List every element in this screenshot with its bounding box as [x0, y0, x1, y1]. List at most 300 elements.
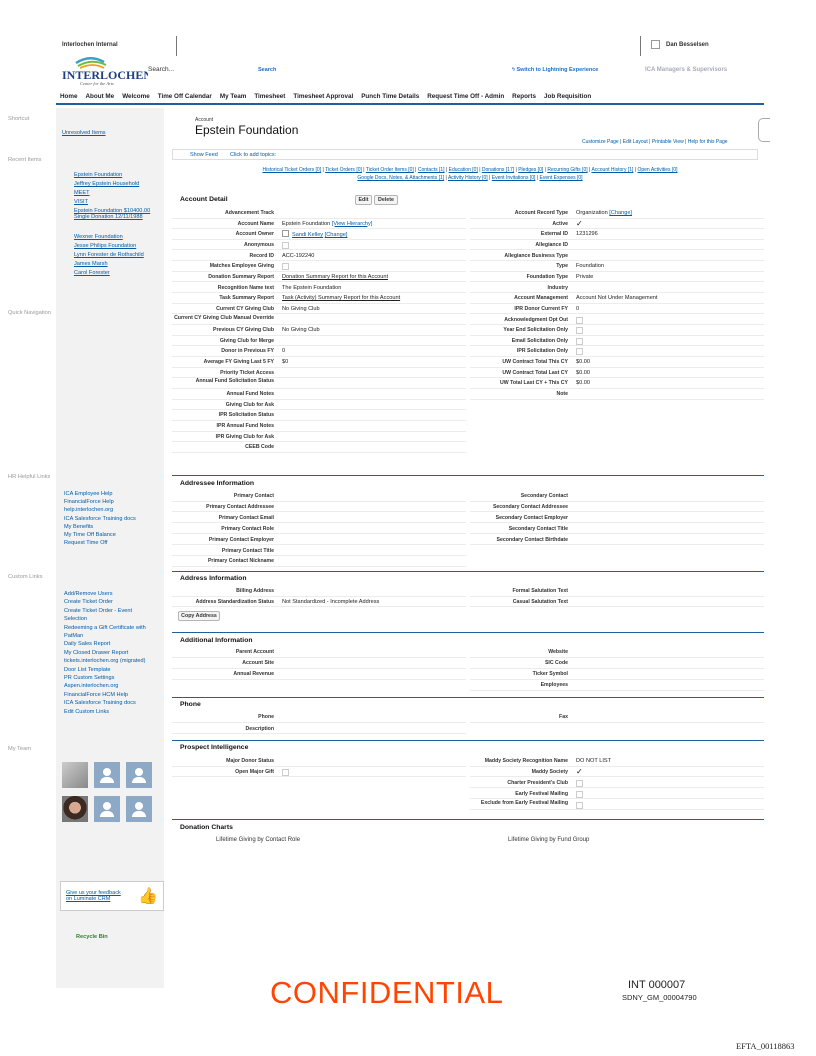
- detail-row: [172, 587, 764, 596]
- user-menu[interactable]: Dan Besselsen: [666, 42, 709, 48]
- checkbox: [576, 791, 583, 798]
- field-value-text: Not Standardized - Incomplete Address: [282, 598, 380, 605]
- page-title: Epstein Foundation: [195, 123, 299, 137]
- field-value: [576, 757, 611, 765]
- related-list-link[interactable]: Historical Ticket Orders [0]: [262, 167, 322, 173]
- recent-item[interactable]: James Marsh: [74, 261, 108, 267]
- checked-icon: ✓: [576, 766, 583, 776]
- custom-link[interactable]: tickets.interlochen.org (migrated): [64, 658, 146, 665]
- custom-link[interactable]: Edit Custom Links: [64, 708, 110, 715]
- hr-link[interactable]: Request Time Off: [64, 540, 108, 547]
- detail-row: [172, 725, 764, 734]
- lightning-icon: ϟ: [512, 67, 517, 73]
- field-label: Secondary Contact Birthdate: [496, 536, 568, 543]
- detail-row: [172, 262, 764, 271]
- row-rule: [172, 668, 466, 669]
- sidebar-section-title: My Team: [8, 746, 31, 752]
- separator: |: [361, 167, 366, 173]
- detail-row: [172, 390, 764, 399]
- separator: |: [444, 167, 449, 173]
- field-label: Allegiance Business Type: [504, 252, 568, 259]
- related-list-link[interactable]: Recurring Gifts [0]: [547, 167, 588, 173]
- detail-row: [172, 433, 764, 442]
- detail-row: [172, 779, 764, 788]
- related-list-link[interactable]: Event Expenses [0]: [539, 175, 583, 181]
- field-value-text: 0: [576, 305, 580, 312]
- row-rule: [172, 218, 466, 219]
- edit-button[interactable]: Edit: [355, 195, 372, 205]
- row-rule: [172, 776, 466, 777]
- delete-button[interactable]: Delete: [374, 195, 398, 205]
- separator: |: [633, 167, 638, 173]
- recent-item[interactable]: Epstein Foundation: [74, 172, 123, 178]
- team-member-avatar[interactable]: [94, 796, 120, 822]
- logo-mark: [60, 53, 148, 87]
- section-divider: [172, 740, 764, 741]
- field-label: Foundation Type: [526, 273, 568, 280]
- field-label: Giving Club for Merge: [219, 337, 274, 344]
- field-value: [576, 294, 657, 302]
- field-label: Email Solicitation Only: [511, 337, 568, 344]
- chart-title-fund-group: Lifetime Giving by Fund Group: [508, 837, 590, 843]
- row-rule: [470, 690, 764, 691]
- field-label: Primary Contact: [233, 493, 274, 499]
- field-value[interactable]: [282, 273, 388, 281]
- related-list-link[interactable]: Google Docs, Notes, & Attachments [1]: [357, 175, 445, 181]
- field-value: [282, 358, 288, 366]
- detail-row: [172, 411, 764, 420]
- org-name: Interlochen Internal: [62, 42, 118, 48]
- detail-row: [172, 220, 764, 229]
- field-label: Active: [552, 220, 568, 227]
- custom-link[interactable]: Redeeming a Gift Certificate with: [64, 624, 146, 631]
- section-divider: [172, 819, 764, 820]
- recent-item[interactable]: VISIT: [74, 199, 88, 205]
- sidebar-section-title: HR Helpful Links: [8, 474, 51, 480]
- team-member-avatar[interactable]: [126, 796, 152, 822]
- row-rule: [470, 668, 764, 669]
- recycle-bin-link[interactable]: Recycle Bin: [76, 934, 108, 940]
- related-links-line: [180, 166, 760, 174]
- section-title: Prospect Intelligence: [180, 744, 249, 751]
- field-label: Secondary Contact Title: [508, 525, 568, 532]
- related-list-link[interactable]: Open Activities [0]: [637, 167, 678, 173]
- field-value-text: $0.00: [576, 359, 590, 366]
- field-label: Donation Summary Report: [208, 273, 274, 280]
- field-label: Primary Contact Title: [221, 547, 274, 554]
- separator: |: [487, 175, 492, 181]
- custom-link[interactable]: Create Ticket Order: [64, 599, 113, 606]
- field-value-text: ACC-192240: [282, 252, 315, 259]
- tab-request-time-off-admin[interactable]: Request Time Off - Admin: [427, 93, 505, 100]
- row-rule: [172, 324, 466, 325]
- field-value: [576, 273, 593, 281]
- field-value-text: No Giving Club: [282, 305, 320, 312]
- app-switcher[interactable]: ICA Managers & Supervisors: [645, 67, 728, 73]
- field-label: CEEB Code: [245, 444, 274, 451]
- field-label: Maddy Society Recognition Name: [484, 758, 568, 764]
- section-divider: [172, 697, 764, 698]
- row-rule: [470, 228, 764, 229]
- row-rule: [172, 409, 466, 410]
- row-rule: [172, 766, 466, 767]
- field-value[interactable]: [282, 294, 400, 302]
- team-member-photo[interactable]: [62, 762, 88, 788]
- field-value-text: 0: [282, 348, 286, 355]
- recent-item[interactable]: Wexner Foundation: [74, 234, 123, 240]
- field-label: UW Contract Total Last CY: [502, 369, 568, 376]
- row-rule: [172, 606, 466, 607]
- hr-link[interactable]: ICA Salesforce Training docs: [64, 515, 136, 522]
- row-rule: [470, 292, 764, 293]
- field-label: Record ID: [249, 252, 274, 259]
- detail-row: [172, 670, 764, 679]
- detail-row: [172, 337, 764, 346]
- detail-row: [172, 358, 764, 367]
- search-button[interactable]: Search: [258, 67, 277, 73]
- row-rule: [470, 249, 764, 250]
- field-label: Major Donor Status: [226, 758, 274, 764]
- sidebar-section-title: Quick Navigation: [8, 310, 51, 316]
- field-value[interactable]: [282, 220, 372, 228]
- checkbox: [576, 780, 583, 787]
- recent-item[interactable]: Epstein Foundation $10400.00 Single Donation 12/11/1988: [74, 208, 151, 220]
- user-icon: [282, 230, 289, 237]
- custom-link[interactable]: FinancialForce HCM Help: [64, 691, 129, 698]
- detail-row: [172, 536, 764, 545]
- detail-row: [172, 557, 764, 566]
- field-label: Annual Fund Notes: [226, 391, 274, 398]
- shortcut-item[interactable]: Unresolved Items: [62, 130, 106, 136]
- field-label: Address Standardization Status: [195, 598, 274, 605]
- field-value-text: $0.00: [576, 369, 590, 376]
- field-label: Early Festival Mailing: [515, 790, 568, 797]
- separator: |: [413, 167, 418, 173]
- feedback-link[interactable]: Give us your feedback on Luminate CRM: [66, 890, 121, 902]
- field-value: [282, 252, 314, 260]
- checkbox: [576, 327, 583, 334]
- field-label: Account Name: [237, 220, 274, 227]
- field-label: IPR Solicitation Only: [516, 348, 568, 355]
- recent-item[interactable]: Lynn Forester de Rothschild: [74, 252, 144, 258]
- field-label: Task Summary Report: [219, 295, 274, 302]
- row-rule: [172, 271, 466, 272]
- field-label: Note: [556, 391, 568, 398]
- hr-link[interactable]: My Time Off Balance: [64, 532, 116, 538]
- custom-link[interactable]: ICA Salesforce Training docs: [64, 700, 136, 707]
- field-action-link[interactable]: [Change]: [609, 210, 632, 216]
- custom-link[interactable]: PatMan: [64, 633, 84, 639]
- page-tools-links[interactable]: Customize Page | Edit Layout | Printable View | Help for this Page: [582, 139, 728, 145]
- detail-row: [172, 209, 764, 218]
- row-rule: [172, 544, 466, 545]
- document-control-number: SDNY_GM_00004790: [622, 993, 697, 1002]
- document-id: INT 000007: [628, 979, 686, 991]
- recent-item[interactable]: Carol Forester: [74, 270, 110, 276]
- field-value: [282, 326, 320, 334]
- custom-link[interactable]: My Closed Drawer Report: [64, 649, 129, 656]
- collapse-sidebar-tab[interactable]: [758, 118, 770, 142]
- row-rule: [172, 388, 466, 389]
- detail-row: [172, 379, 764, 388]
- field-label: IPR Giving Club for Ask: [215, 433, 274, 440]
- user-avatar[interactable]: [651, 40, 660, 49]
- field-label: Allegiance ID: [535, 241, 568, 248]
- row-rule: [470, 596, 764, 597]
- detail-row: [172, 230, 764, 239]
- detail-row: [172, 273, 764, 282]
- tab-welcome[interactable]: Welcome: [122, 93, 150, 100]
- field-label: UW Contract Total This CY: [502, 359, 568, 366]
- field-value-text: Account Not Under Management: [576, 295, 658, 302]
- field-value: [576, 305, 579, 313]
- field-label: Current CY Giving Club Manual Override: [174, 314, 274, 321]
- custom-link[interactable]: Door List Template: [64, 666, 111, 673]
- detail-row: [172, 681, 764, 690]
- field-label: Anonymous: [244, 241, 274, 248]
- related-list-link[interactable]: Activity History [0]: [447, 175, 488, 181]
- row-rule: [470, 218, 764, 219]
- field-value-text: $0.00: [576, 380, 590, 387]
- row-rule: [470, 522, 764, 523]
- field-label: Previous CY Giving Club: [212, 327, 274, 334]
- copy-address-button[interactable]: Copy Address: [178, 611, 220, 621]
- team-member-avatar[interactable]: [126, 762, 152, 788]
- field-label: Priority Ticket Access: [220, 369, 274, 376]
- related-list-link[interactable]: Ticket Order Items [0]: [365, 167, 414, 173]
- related-list-link[interactable]: Contacts [1]: [417, 167, 445, 173]
- custom-link[interactable]: Add/Remove Users: [64, 591, 113, 597]
- row-rule: [470, 511, 764, 512]
- add-topics-link[interactable]: Click to add topics:: [230, 152, 277, 158]
- tab-timesheet[interactable]: Timesheet: [254, 93, 286, 100]
- recent-item[interactable]: Jeffrey Epstein Household: [74, 181, 140, 187]
- field-label: Account Site: [242, 660, 274, 666]
- row-rule: [172, 511, 466, 512]
- checkbox: [576, 802, 583, 809]
- field-label: Maddy Society: [531, 768, 568, 775]
- row-rule: [172, 722, 466, 723]
- field-label: UW Total Last CY + This CY: [500, 380, 568, 387]
- interlochen-logo[interactable]: [60, 53, 148, 87]
- row-rule: [172, 679, 466, 680]
- detail-row: [172, 326, 764, 335]
- field-label: Website: [548, 649, 568, 655]
- field-label: Giving Club for Ask: [225, 401, 274, 408]
- row-rule: [172, 441, 466, 442]
- field-label: IPR Donor Current FY: [514, 305, 568, 312]
- detail-row: [172, 347, 764, 356]
- field-value-text: No Giving Club: [282, 327, 320, 334]
- field-label: Secondary Contact Addressee: [492, 503, 568, 510]
- field-value: [282, 305, 320, 313]
- separator: |: [444, 175, 448, 181]
- detail-row: [172, 713, 764, 722]
- owner-link[interactable]: Sandi Kelley: [292, 232, 324, 239]
- row-rule: [470, 335, 764, 336]
- related-list-link[interactable]: Ticket Orders [0]: [325, 167, 362, 173]
- detail-row: [172, 503, 764, 512]
- row-rule: [470, 657, 764, 658]
- custom-link[interactable]: Daily Sales Report: [64, 641, 111, 648]
- search-input[interactable]: Search...: [148, 66, 175, 73]
- field-label: Charter President's Club: [507, 779, 568, 786]
- field-value-text: The Epstein Foundation: [282, 284, 342, 291]
- thumbs-up-icon[interactable]: 👍: [138, 888, 158, 905]
- field-label: Exclude from Early Festival Mailing: [480, 799, 568, 806]
- field-label: Phone: [258, 714, 274, 720]
- field-label: Primary Contact Addressee: [206, 503, 274, 510]
- related-list-link[interactable]: Pledges [0]: [518, 167, 544, 173]
- checkbox: [576, 317, 583, 324]
- section-divider: [172, 571, 764, 572]
- hr-link[interactable]: help.interlochen.org: [64, 507, 114, 514]
- row-rule: [470, 260, 764, 261]
- row-rule: [470, 367, 764, 368]
- tab-my-team[interactable]: My Team: [219, 93, 247, 100]
- section-divider: [172, 475, 764, 476]
- row-rule: [470, 239, 764, 240]
- recent-item[interactable]: Jesse Philips Foundation: [74, 243, 137, 249]
- row-rule: [172, 260, 466, 261]
- related-list-link[interactable]: Event Invitations [0]: [491, 175, 536, 181]
- custom-link[interactable]: Aspen.interlochen.org: [64, 683, 119, 690]
- tab-reports[interactable]: Reports: [512, 93, 536, 100]
- separator: |: [535, 175, 540, 181]
- field-label: Account Owner: [235, 231, 274, 238]
- field-action-link[interactable]: [Change]: [324, 232, 348, 239]
- field-label: Open Major Gift: [235, 768, 274, 775]
- row-rule: [172, 596, 466, 597]
- field-value-text: 1231296: [576, 231, 598, 238]
- hr-link[interactable]: FinancialForce Help: [64, 499, 114, 506]
- field-label: IPR Annual Fund Notes: [216, 423, 274, 429]
- custom-link[interactable]: Create Ticket Order - Event: [64, 607, 133, 614]
- detail-row: [172, 659, 764, 668]
- related-list-link[interactable]: Account History [1]: [591, 167, 634, 173]
- detail-row: [172, 443, 764, 452]
- row-rule: [470, 271, 764, 272]
- field-value: [576, 358, 590, 366]
- checked-icon: ✓: [576, 218, 583, 228]
- custom-link[interactable]: PR Custom Settings: [64, 675, 115, 681]
- detail-row: [172, 422, 764, 431]
- field-label: Secondary Contact Employer: [495, 514, 568, 521]
- field-label: Annual Revenue: [233, 671, 274, 677]
- field-value: [282, 598, 379, 606]
- tab-timesheet-approval[interactable]: Timesheet Approval: [293, 93, 354, 100]
- row-rule: [172, 345, 466, 346]
- row-rule: [470, 377, 764, 378]
- row-rule: [172, 733, 466, 734]
- field-value: [576, 369, 590, 377]
- field-action-link[interactable]: [View Hierarchy]: [331, 220, 373, 227]
- hr-link[interactable]: My Benefits: [64, 523, 94, 530]
- tab-home[interactable]: Home: [60, 93, 78, 100]
- field-label: Parent Account: [235, 649, 274, 655]
- tab-bar: [56, 90, 764, 105]
- tab-time-off-calendar[interactable]: Time Off Calendar: [157, 93, 212, 100]
- row-rule: [172, 522, 466, 523]
- checkbox: [282, 769, 289, 776]
- section-title: Phone: [180, 701, 201, 708]
- checkbox: [576, 348, 583, 355]
- row-rule: [470, 345, 764, 346]
- row-rule: [470, 809, 764, 810]
- custom-link[interactable]: Selection: [64, 616, 88, 623]
- section-title: Account Detail: [180, 196, 228, 203]
- field-value-text: Task (Activity) Summary Report for this Account: [282, 295, 401, 302]
- field-label: Account Record Type: [514, 210, 568, 216]
- detail-row: [172, 294, 764, 303]
- related-list-link[interactable]: Education [0]: [448, 167, 478, 173]
- show-feed-link[interactable]: Show Feed: [190, 152, 218, 158]
- field-label: Industry: [547, 284, 568, 291]
- field-value-text: Organization: [576, 210, 608, 216]
- row-rule: [172, 533, 466, 534]
- related-list-link[interactable]: Donations [17]: [481, 167, 515, 173]
- tab-punch-time-details[interactable]: Punch Time Details: [361, 93, 420, 100]
- tab-about-me[interactable]: About Me: [85, 93, 115, 100]
- field-label: Description: [245, 725, 274, 732]
- row-rule: [470, 776, 764, 777]
- row-rule: [172, 292, 466, 293]
- header-divider: [640, 36, 641, 56]
- detail-row: [172, 316, 764, 325]
- field-label: SIC Code: [544, 660, 568, 666]
- section-title: Additional Information: [180, 637, 253, 644]
- separator: |: [477, 167, 482, 173]
- tab-job-requisition[interactable]: Job Requisition: [543, 93, 592, 100]
- related-links-line: [180, 174, 760, 182]
- field-value[interactable]: [576, 209, 632, 217]
- field-label: Billing Address: [236, 588, 274, 594]
- field-label: Primary Contact Email: [218, 514, 274, 521]
- logo-tagline: Center for the Arts: [80, 81, 114, 86]
- field-label: Ticker Symbol: [532, 671, 568, 677]
- separator: |: [514, 167, 519, 173]
- section-title: Donation Charts: [180, 824, 233, 831]
- row-rule: [172, 356, 466, 357]
- detail-row: [172, 369, 764, 378]
- field-label: Recognition Name text: [217, 284, 274, 291]
- sidebar-section-title: Custom Links: [8, 574, 43, 580]
- row-rule: [172, 431, 466, 432]
- row-rule: [172, 399, 466, 400]
- field-label: Account Management: [514, 295, 568, 302]
- field-label: Casual Salutation Text: [512, 598, 568, 605]
- row-rule: [470, 533, 764, 534]
- row-rule: [172, 281, 466, 282]
- recent-item[interactable]: MEET: [74, 190, 90, 196]
- row-rule: [470, 356, 764, 357]
- row-rule: [470, 544, 764, 545]
- field-label: Acknowledgment Opt Out: [504, 316, 568, 323]
- bates-number: EFTA_00118863: [736, 1041, 795, 1051]
- section-title: Addressee Information: [180, 480, 255, 487]
- switch-lightning-link[interactable]: [512, 67, 598, 73]
- record-type-label: Account: [195, 117, 214, 123]
- field-value: [576, 230, 598, 238]
- row-rule: [172, 249, 466, 250]
- detail-row: [172, 492, 764, 501]
- hr-link[interactable]: ICA Employee Help: [64, 491, 113, 497]
- team-member-photo[interactable]: [62, 796, 88, 822]
- detail-row: [172, 768, 764, 777]
- detail-row: [172, 305, 764, 314]
- field-value: [576, 379, 590, 387]
- team-member-avatar[interactable]: [94, 762, 120, 788]
